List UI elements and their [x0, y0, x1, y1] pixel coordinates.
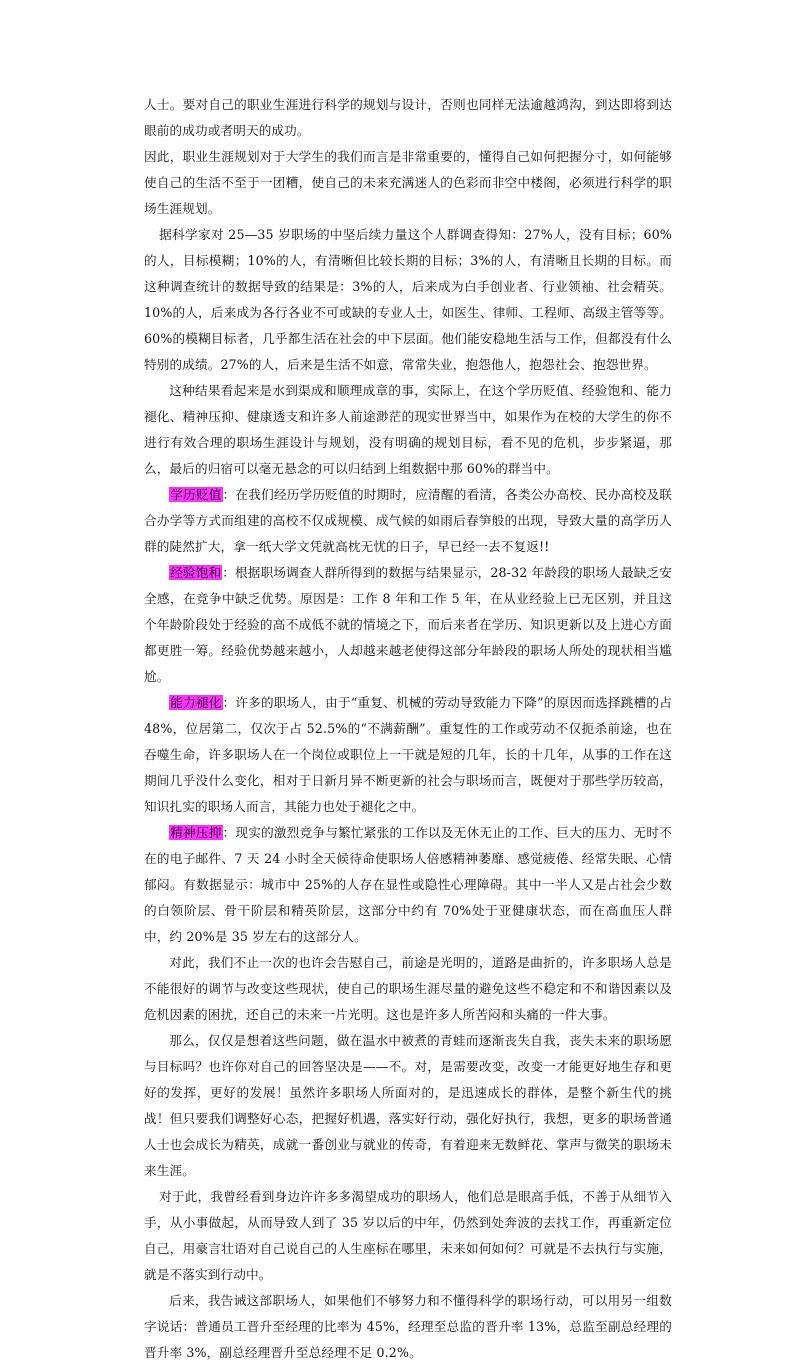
paragraph-10: 那么，仅仅是想着这些问题，做在温水中被煮的青蛙而逐渐丧失自我，丧失未来的职场愿与目标吗？也许你对自己的回答坚决是——不。对，是需要改变，改变一才能更好地生存和更好的发挥，更好的发展！虽然许多职场人所面对的，是迅速成长的群体，是整个新生代的挑战！但只要我们调整好心态，把握好机遇，落实好行动，强化好执行，我想，更多的职场普通人士也会成长为精英，成就一番创业与就业的传奇，有着迎来无数鲜花、掌声与微笑的职场未来生涯。	[144, 1033, 672, 1178]
highlight-label-degree-devaluation: 学历贬值	[170, 487, 222, 502]
highlight-label-ability-decline: 能力褪化	[170, 695, 222, 710]
paragraph-8	[144, 820, 672, 950]
paragraph-8-text: ：现实的激烈竞争与繁忙紧张的工作以及无休无止的工作、巨大的压力、无时不在的电子邮件、7 天 24 小时全天候待命使职场人倍感精神萎靡、感觉疲倦、经常失眠、心情郁闷。有数据显示：城市中 25%的人存在显性或隐性心理障碍。其中一半人又是占社会少数的白领阶层、骨干阶层和精英阶层，这部分中约有 70%处于亚健康状态，而在高血压人群中，约 20%是 35 岁左右的这部分人。	[144, 825, 672, 944]
paragraph-4: 这种结果看起来是水到渠成和顺理成章的事，实际上，在这个学历贬值、经验饱和、能力褪化、精神压抑、健康透支和许多人前途渺茫的现实世界当中，如果作为在校的大学生的你不进行有效合理的职场生涯设计与规划，没有明确的规划目标，看不见的危机，步步紧逼，那么，最后的归宿可以毫无悬念的可以归结到上组数据中那 60%的群当中。	[144, 383, 672, 476]
paragraph-7	[144, 690, 672, 820]
paragraph-11: 对于此，我曾经看到身边许许多多渴望成功的职场人，他们总是眼高手低，不善于从细节入手，从小事做起，从而导致人到了 35 岁以后的中年，仍然到处奔波的去找工作，再重新定位自己，用豪言壮语对自己说自己的人生座标在哪里，未来如何如何？可就是不去执行与实施，就是不落实到行动中。	[144, 1189, 672, 1282]
paragraph-1: 人士。要对自己的职业生涯进行科学的规划与设计，否则也同样无法逾越鸿沟，到达即将到达眼前的成功或者明天的成功。	[144, 97, 672, 138]
paragraph-7-text: ：许多的职场人，由于“重复、机械的劳动导致能力下降”的原因而选择跳槽的占 48%，位居第二，仅次于占 52.5%的“不满薪酬”。重复性的工作或劳动不仅扼杀前途，也在吞噬生命，许多职场人在一个岗位或职位上一干就是短的几年，长的十几年，从事的工作在这期间几乎没什么变化，相对于日新月异不断更新的社会与职场而言，既便对于那些学历较高，知识扎实的职场人而言，其能力也处于褪化之中。	[144, 695, 672, 814]
paragraph-12: 后来，我告诫这部职场人，如果他们不够努力和不懂得科学的职场行动，可以用另一组数字说话：普通员工晋升至经理的比率为 45%，经理至总监的晋升率 13%，总监至副总经理的晋升率 3%，副总经理晋升至总经理不足 0.2%。	[144, 1293, 672, 1360]
highlight-label-mental-pressure: 精神压抑	[170, 825, 222, 840]
paragraph-3: 据科学家对 25—35 岁职场的中坚后续力量这个人群调查得知：27%人，没有目标；60%的人，目标模糊；10%的人，有清晰但比较长期的目标；3%的人，有清晰且长期的目标。而这种调查统计的数据导致的结果是：3%的人，后来成为白手创业者、行业领袖、社会精英。10%的人，后来成为各行各业不可或缺的专业人士，如医生、律师、工程师、高级主管等等。60%的模糊目标者，几乎都生活在社会的中下层面。他们能安稳地生活与工作，但都没有什么特别的成绩。27%的人，后来是生活不如意，常常失业，抱怨他人，抱怨社会、抱怨世界。	[144, 227, 672, 372]
paragraph-9: 对此，我们不止一次的也许会告慰自己，前途是光明的，道路是曲折的，许多职场人总是不能很好的调节与改变这些现状，使自己的职场生涯尽量的避免这些不稳定和不和谐因素以及危机因素的困扰，还自己的未来一片光明。这也是许多人所苦闷和头痛的一件大事。	[144, 955, 672, 1022]
document-body	[144, 92, 672, 1366]
paragraph-5-text: ：在我们经历学历贬值的时期时，应清醒的看清，各类公办高校、民办高校及联合办学等方式而组建的高校不仅成规模、成气候的如雨后春笋般的出现，导致大量的高学历人群的陡然扩大，拿一纸大学文凭就高枕无忧的日子，早已经一去不复返!!	[144, 487, 672, 554]
paragraph-5	[144, 482, 672, 560]
paragraph-2: 因此，职业生涯规划对于大学生的我们而言是非常重要的，懂得自己如何把握分寸，如何能够使自己的生活不至于一团糟，使自己的未来充满迷人的色彩而非空中楼阁，必须进行科学的职场生涯规划。	[144, 149, 672, 216]
paragraph-6-text: ：根据职场调查人群所得到的数据与结果显示，28-32 年龄段的职场人最缺乏安全感，在竞争中缺乏优势。原因是：工作 8 年和工作 5 年，在从业经验上已无区别，并且这个年龄阶段处于经验的高不成低不就的情境之下，而后来者在学历、知识更新以及上进心方面都更胜一筹。经验优势越来越小，人却越来越老使得这部分年龄段的职场人所处的现状相当尴尬。	[144, 565, 672, 684]
highlight-label-experience-saturation: 经验饱和	[170, 565, 222, 580]
paragraph-6	[144, 560, 672, 690]
